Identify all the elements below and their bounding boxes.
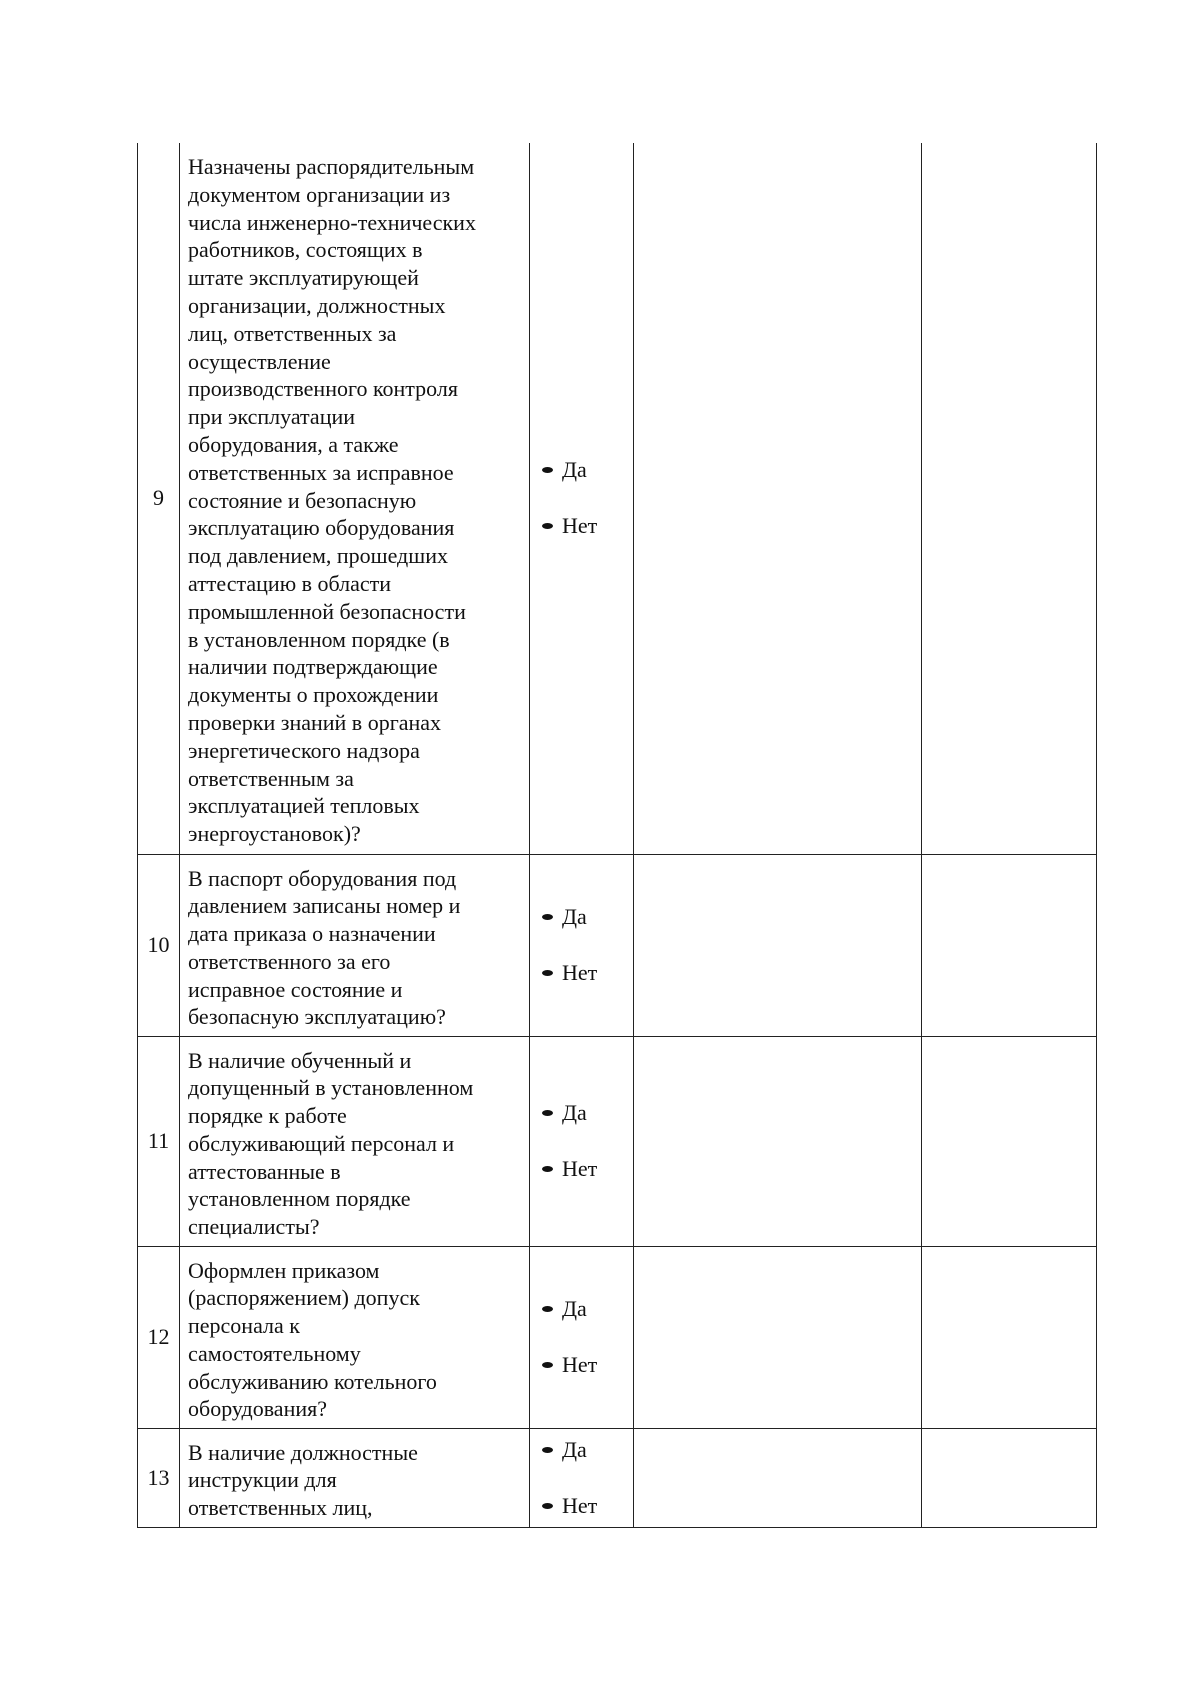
blank-cell[interactable] — [922, 854, 1097, 1036]
bullet-icon — [542, 1306, 553, 1312]
bullet-icon — [542, 1447, 553, 1453]
option-yes[interactable] — [540, 1099, 633, 1127]
option-yes-label: Да — [562, 904, 587, 930]
question-cell — [180, 1428, 530, 1527]
option-no-label: Нет — [562, 1352, 598, 1378]
answer-options — [530, 1036, 634, 1246]
question-text: В наличие должностные инструкции для ответственных лиц, — [188, 1439, 418, 1521]
table-row — [138, 1036, 1097, 1246]
question-text: Назначены распорядительным документом организации из числа инженерно-технических работников, состоящих в штате эксплуатирующей организации, должностных лиц, ответственных за осуществление производственного контроля при эксплуатации оборудования, а также ответственных за исправное состояние и безопасную эксплуатацию оборудования под давлением, прошедших аттестацию в области промышленной безопасности в установленном порядке (в наличии подтверждающие документы о прохождении проверки знаний в органах энергетического надзора ответственным за эксплуатацией тепловых энергоустановок)? — [188, 154, 476, 847]
checklist-table — [137, 143, 1097, 1528]
option-yes[interactable] — [540, 1295, 633, 1323]
bullet-icon — [542, 970, 553, 976]
option-no-label: Нет — [562, 960, 598, 986]
bullet-icon — [542, 1503, 553, 1509]
blank-cell[interactable] — [634, 1428, 922, 1527]
option-yes-label: Да — [562, 1436, 587, 1462]
answer-options — [530, 143, 634, 854]
question-cell — [180, 143, 530, 854]
table-row — [138, 143, 1097, 854]
option-yes-label: Да — [562, 1100, 587, 1126]
answer-options — [530, 1246, 634, 1428]
bullet-icon — [542, 1166, 553, 1172]
option-no[interactable] — [540, 1492, 633, 1520]
question-cell — [180, 854, 530, 1036]
option-no-label: Нет — [562, 513, 598, 539]
blank-cell[interactable] — [634, 1036, 922, 1246]
row-number: 9 — [138, 143, 180, 854]
blank-cell[interactable] — [922, 1428, 1097, 1527]
row-number: 10 — [138, 854, 180, 1036]
bullet-icon — [542, 1110, 553, 1116]
answer-options — [530, 1428, 634, 1527]
bullet-icon — [542, 1362, 553, 1368]
option-no[interactable] — [540, 1155, 633, 1183]
blank-cell[interactable] — [922, 1246, 1097, 1428]
blank-cell[interactable] — [922, 1036, 1097, 1246]
option-yes[interactable] — [540, 903, 633, 931]
option-yes[interactable] — [540, 456, 633, 484]
option-yes-label: Да — [562, 457, 587, 483]
option-yes[interactable] — [540, 1436, 633, 1464]
row-number: 11 — [138, 1036, 180, 1246]
option-no[interactable] — [540, 1351, 633, 1379]
table-row — [138, 1246, 1097, 1428]
question-text: В паспорт оборудования под давлением записаны номер и дата приказа о назначении ответственного за его исправное состояние и безопасную эксплуатацию? — [188, 865, 461, 1030]
blank-cell[interactable] — [634, 854, 922, 1036]
blank-cell[interactable] — [634, 1246, 922, 1428]
bullet-icon — [542, 467, 553, 473]
question-cell — [180, 1036, 530, 1246]
option-no-label: Нет — [562, 1156, 598, 1182]
blank-cell[interactable] — [634, 143, 922, 854]
row-number: 13 — [138, 1428, 180, 1527]
question-cell — [180, 1246, 530, 1428]
question-text: В наличие обученный и допущенный в установленном порядке к работе обслуживающий персонал и аттестованные в установленном порядке специалисты? — [188, 1047, 474, 1240]
option-no[interactable] — [540, 512, 633, 540]
table-row — [138, 854, 1097, 1036]
question-text: Оформлен приказом (распоряжением) допуск персонала к самостоятельному обслуживанию котельного оборудования? — [188, 1257, 437, 1422]
answer-options — [530, 854, 634, 1036]
option-no[interactable] — [540, 959, 633, 987]
option-no-label: Нет — [562, 1492, 598, 1518]
table-row — [138, 1428, 1097, 1527]
row-number: 12 — [138, 1246, 180, 1428]
bullet-icon — [542, 914, 553, 920]
bullet-icon — [542, 523, 553, 529]
blank-cell[interactable] — [922, 143, 1097, 854]
option-yes-label: Да — [562, 1296, 587, 1322]
